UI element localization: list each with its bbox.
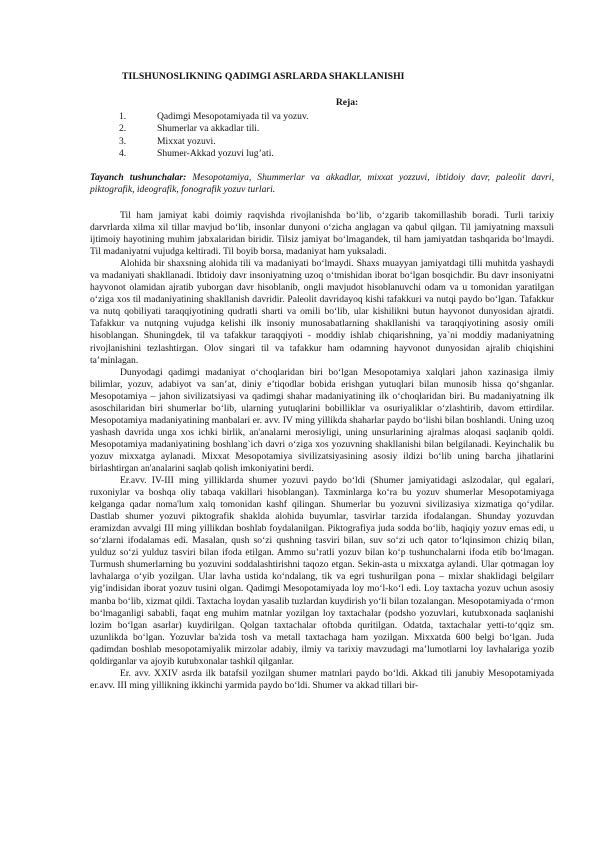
body-paragraph: Er.avv. IV-III ming yilliklarda shumer yozuvi paydo bo‘ldi (Shumer jamiyatidagi aslzodalar, qul egalari, ruxoniylar va boshqa oliy tabaqa vakillari hisoblangan). Taxminlarga ko‘ra bu yozuv shumerlar Mesopotamiyaga kelganga qadar noma'lum xalq tomonidan kashf qilingan. Shumerlar bu yozuvni sivilizasiya xizmatiga qo‘ydilar. Dastlab shumer yozuvi piktografik shaklda alohida buyumlar, tasvirlar tarzida ifodalangan. Shunday yozuvdan eramizdan avvalgi III ming yillikdan boshlab foydalanilgan. Piktografiya juda sodda bo‘lib, haqiqiy yozuv emas edi, u so‘zlarni ifodalamas edi. Masalan, qush so‘zi qushning tasviri bilan, suv so‘zi uch qator to‘lqinsimon chiziq bilan, yulduz so‘zi yulduz tasviri bilan ifoda etilgan. Ammo su’ratli yozuv bilan ko‘p tushunchalarni ifoda etib bo‘lmagan. Turmush shumerlarning bu yozuvini soddalashtirishni taqozo etgan. Sekin-asta u mixxatga aylandi. Ular qotmagan loy lavhalarga o‘yib yozilgan. Ular lavha ustida ko‘ndalang, tik va egri tushurilgan pona – mixlar shaklidagi belgilarr yig’indisidan iborat yozuv tusini olgan. Qadimgi Mesopotamiyada loy mo‘l-ko‘l edi. Loy taxtacha yozuv uchun asosiy manba bo‘lib, xizmat qildi. Taxtacha loydan yasalib tuzlardan kuydirish yo‘li bilan tozalangan. Mesopotamiyada o‘rmon bo‘lmaganligi sababli, faqat eng muhim matnlar yozilgan loy taxtachalar (podsho yozuvlari, kutubxonada saqlanishi lozim bo‘lgan asarlar) kuydirilgan. Qolgan taxtachalar oftobda quritilgan. Odatda, taxtachalar yetti-to‘qqiz sm. uzunlikda bo‘lgan. Yozuvlar ba'zida tosh va metall taxtachaga ham yozilgan. Mixxatda 600 belgi bo‘lgan. Juda qadimdan boshlab mesopotamiyalik mirzolar adabiy, ilmiy va tarixiy mavzudagi ma’lumotlarni loy lavhalariga yozib qoldirganlar va ajoyib kutubxonalar tashkil qilganlar. bbox=[90, 475, 554, 667]
body-paragraph: Alohida bir shaxsning alohida tili va madaniyati bo‘lmaydi. Shaxs muayyan jamiyatdagi tilli muhitda yashaydi va madaniyati shakllanadi. Ibtidoiy davr insoniyatning uzoq o‘tmishidan iborat bo‘lgan bosqichdir. Bu davr insoniyatni hayvonot olamidan ajratib yuborgan davr hisoblanib, ongli mavjudot hisoblanuvchi odam va u tomonidan yaratilgan o‘ziga xos til madaniyatining shakllanish davridir. Paleolit davridayoq kishi tafakkuri va nutqi paydo bo‘lgan. Tafakkur va nutq qobiliyati taraqqiyotining qudratli sharti va omili bo‘lib, ular kishilikni butun hayvonot dunyosidan ajratdi. Tafakkur va nutqning vujudga kelishi ilk insoniy munosabatlarning shakllanishi va taraqqiyotining asosiy omili hisoblangan. Shuningdek, til va tafakkur taraqqiyoti - moddiy ishlab chiqarishning, ya`ni moddiy madaniyatning rivojlanishini tezlashtirgan. Olov singari til va tafakkur ham odamning hayvonot dunyosidan ajralib chiqishini ta’minlagan. bbox=[90, 258, 554, 366]
body-text bbox=[90, 210, 554, 692]
plan-item bbox=[119, 123, 309, 135]
plan-list bbox=[119, 111, 309, 160]
body-paragraph: Dunyodagi qadimgi madaniyat o‘choqlaridan biri bo‘lgan Mesopotamiya xalqlari jahon xazinasiga ilmiy bilimlar, yozuv, adabiyot va san’at, diniy e’tiqodlar bobida erishgan yutuqlari bilan munosib hissa qo‘shganlar. Mesopotamiya – jahon sivilizatsiyasi va qadimgi shahar madaniyatining ilk o‘choqlaridan biri. Bu madaniyatning ilk asoschilaridan biri shumerlar bo‘lib, ularning yutuqlarini bobilliklar va osuriyaliklar o‘zlashtirib, davom ettirdilar. Mesopotamiya madaniyatining manbalari er. avv. IV ming yillikda shaharlar paydo bo‘lishi bilan boshlandi. Uning uzoq yashash davrida unga xos ichki birlik, an'analarni merosiyligi, uning unsurlarining ajralmas aloqasi saqlanib qoldi. Mesopotamiya madaniyatining boshlang`ich davri o‘ziga xos yozuvning shakllanishi bilan belgilanadi. Keyinchalik bu yozuv mixxatga aylanadi. Mixxat Mesopotamiya sivilizatsiyasining asosiy ildizi bo‘lib uning barcha jihatlarini birlashtirgan an'analarini saqlab qolish imkoniyatini berdi. bbox=[90, 366, 554, 474]
body-paragraph: Er. avv. XXIV asrda ilk batafsil yozilgan shumer matnlari paydo bo‘ldi. Akkad tili janubiy Mesopotamiyada er.avv. III ming yillikning ikkinchi yarmida paydo bo‘ldi. Shumer va akkad tillari bir- bbox=[90, 667, 554, 691]
plan-item bbox=[119, 148, 309, 160]
plan-item-text: Shumer-Akkad yozuvi lug’ati. bbox=[157, 147, 274, 159]
body-paragraph: Til ham jamiyat kabi doimiy raqvishda rivojlanishda bo‘lib, o‘zgarib takomillashib boradi. Turli tarixiy darvrlarda xilma xil tillar mavjud bo‘lib, insonlar dunyoni o‘zicha anglagan va qabul qilgan. Til jamiyatning maxsuli ijtimoiy hayotining muhim jabxalaridan biridir. Tilsiz jamiyat bo‘lmagandek, til ham jamiyatdan tashqarida bo‘lmaydi. Til madaniyatni vujudga keltiradi. Til boyib borsa, madaniyat ham yuksaladi. bbox=[90, 210, 554, 258]
plan-item-text: Shumerlar va akkadlar tili. bbox=[157, 123, 260, 135]
plan-item-number: 1. bbox=[119, 111, 127, 122]
plan-item-number: 4. bbox=[119, 147, 127, 159]
plan-item-text: Mixxat yozuvi. bbox=[157, 135, 216, 147]
keywords-text: Mesopotamiya, Shummerlar va akkadlar, mixxat yozzuvi, ibtidoiy davr, paleolit davri, piktografik, ideografik, fonografik yozuv turlari. bbox=[90, 172, 554, 196]
plan-item bbox=[119, 136, 309, 148]
keywords-label: Tayanch tushunchalar: bbox=[90, 172, 187, 183]
plan-item-number: 2. bbox=[119, 123, 127, 135]
plan-item-number: 3. bbox=[119, 135, 127, 147]
plan-item bbox=[119, 111, 309, 123]
plan-label: Reja: bbox=[335, 97, 359, 108]
plan-item-text: Qadimgi Mesopotamiyada til va yozuv. bbox=[157, 111, 309, 122]
keywords-block bbox=[90, 172, 554, 196]
document-title: TILSHUNOSLIKNING QADIMGI ASRLARDA SHAKLLANISHI bbox=[122, 71, 405, 82]
